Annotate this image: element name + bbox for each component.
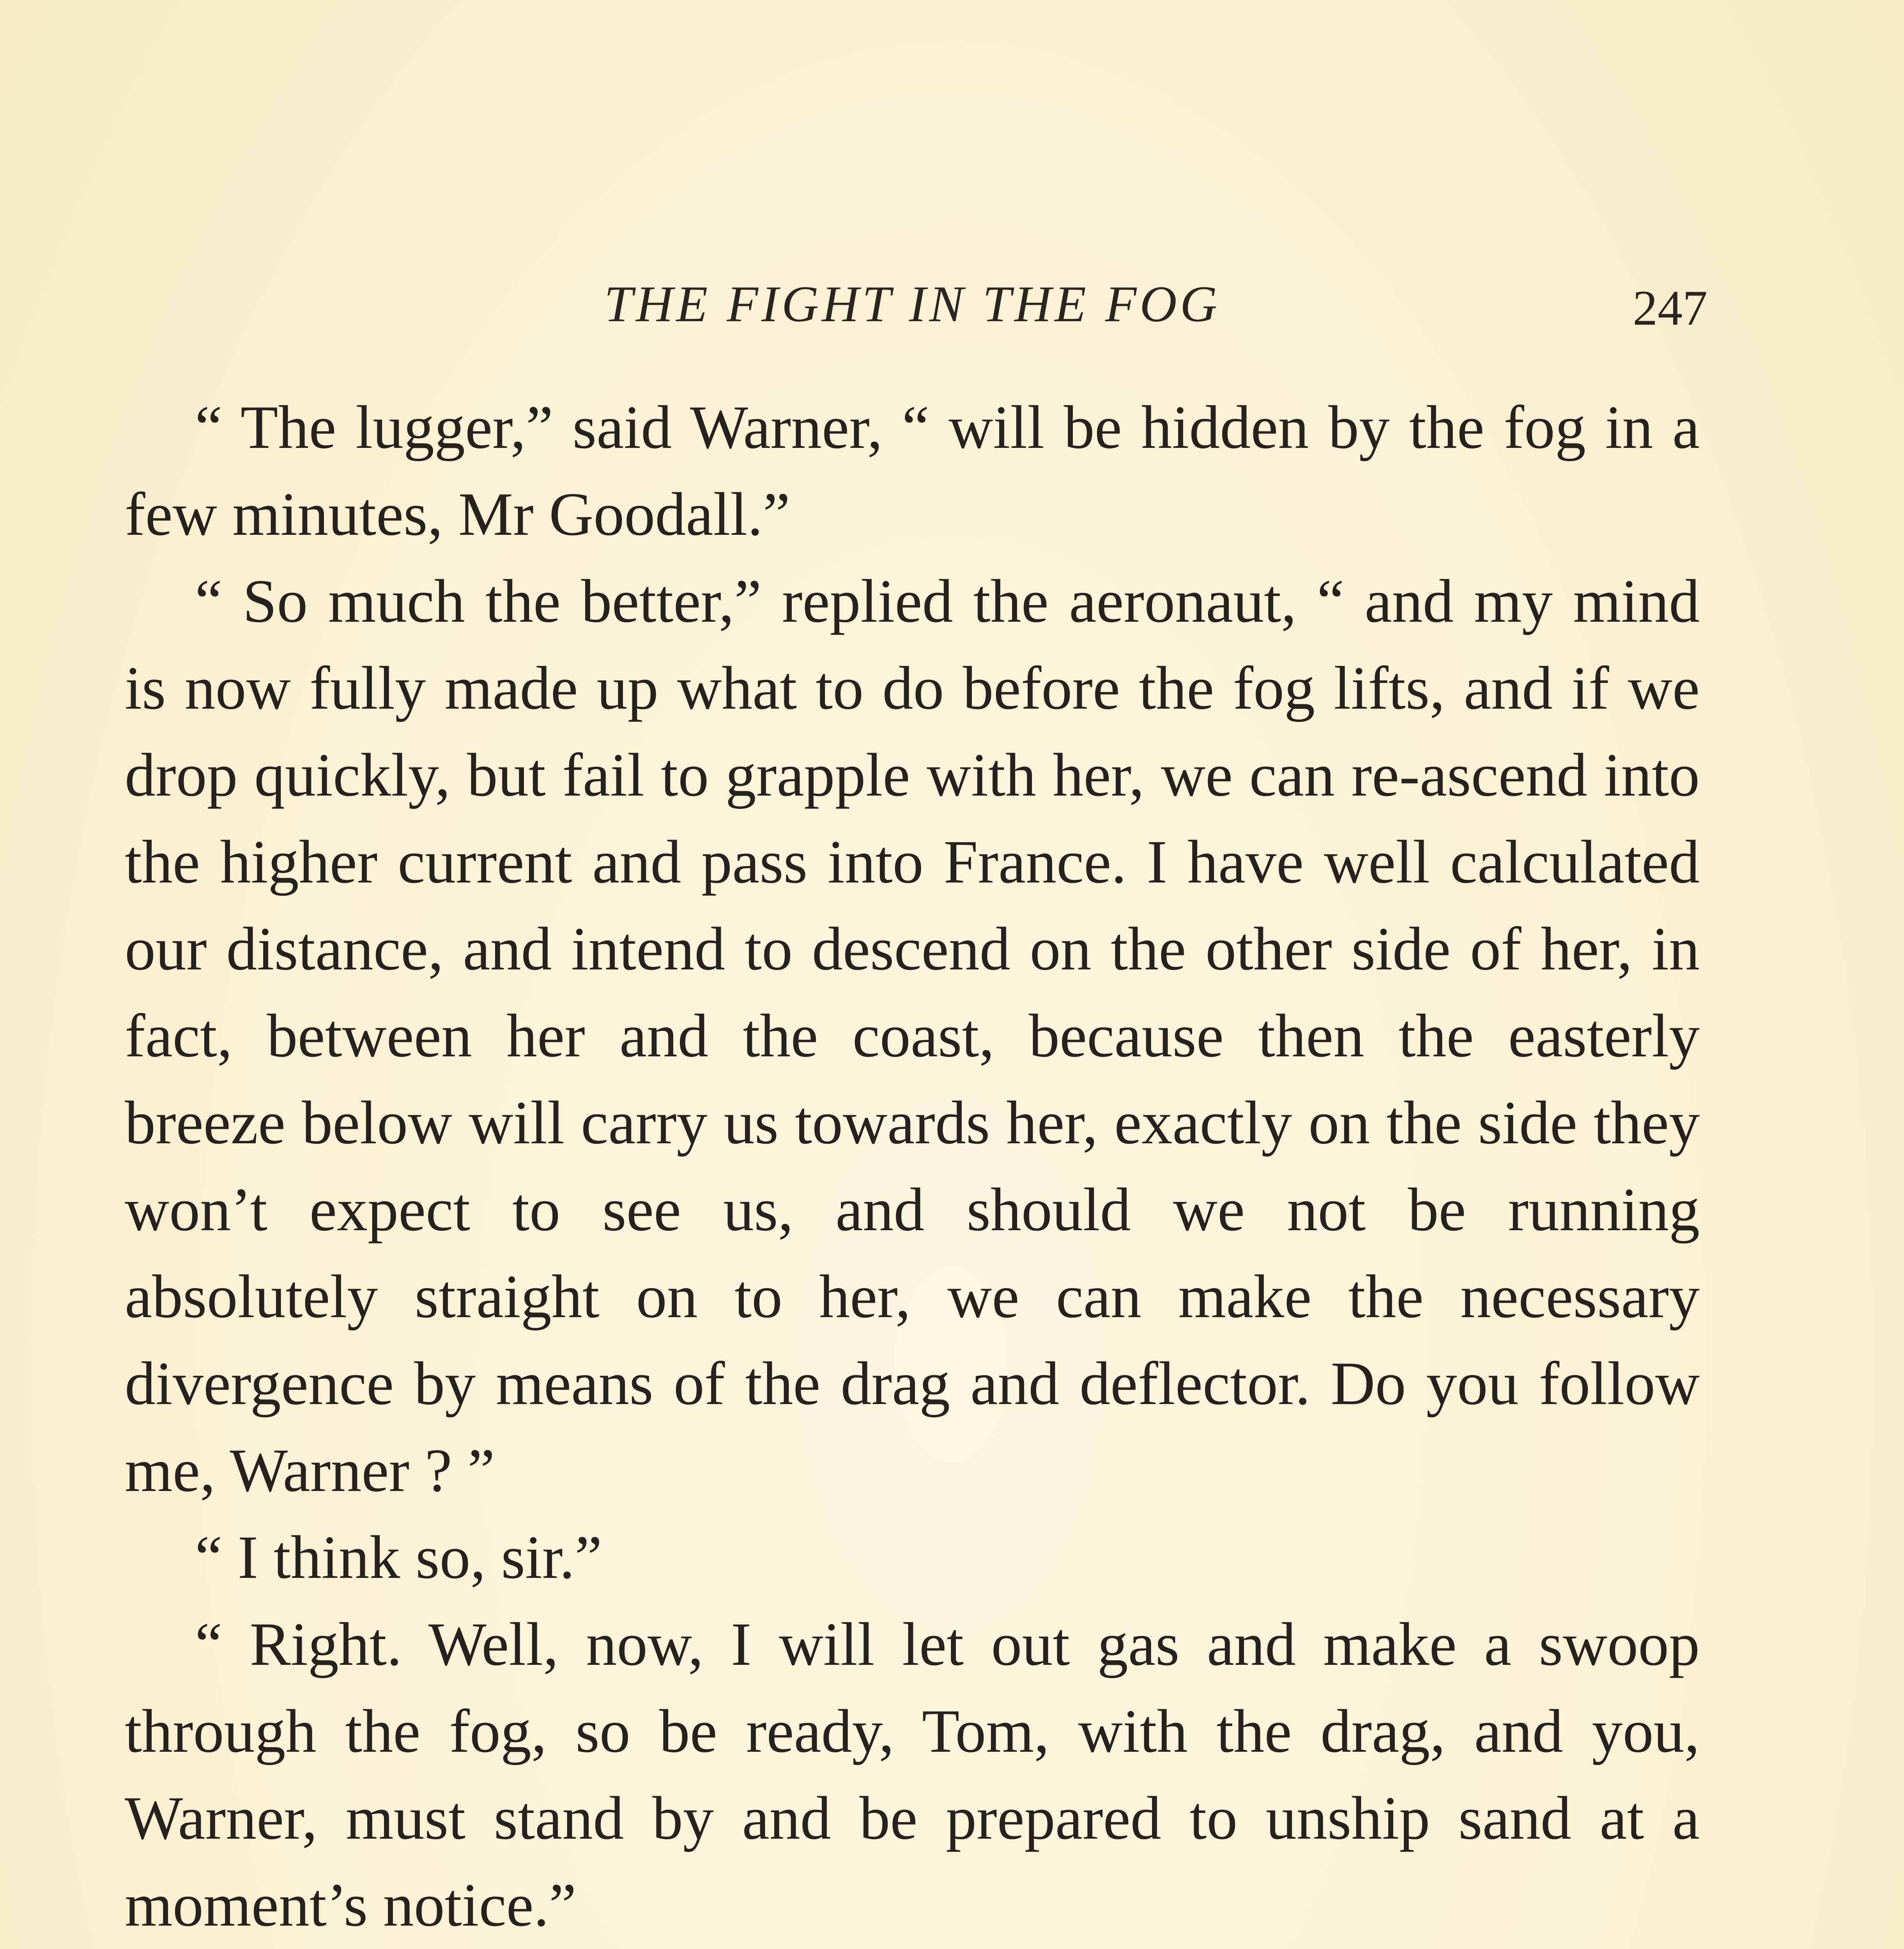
paragraph: “ I think so, sir.” [195,1523,602,1592]
page-number: 247 [1633,280,1708,336]
paragraph: “ The lugger,” said Warner, “ will be hidden by the fog in a few minutes, Mr Goodall.” [125,393,1700,548]
running-head [125,265,1708,343]
paragraph: “ So much the better,” replied the aeronaut, “ and my mind is now fully made up what to do before the fog lifts, and if we drop quickly, but fail to grapple with her, we can re-ascend into the higher current and pass into France. I have well calculated our distance, and intend to descend on the other side of her, in fact, between her and the coast, because then the easterly breeze below will carry us towards her, exactly on the side they won’t expect to see us, and should we not be running absolutely straight on to her, we can make the necessary divergence by means of the drag and deflector. Do you follow me, Warner ? ” [125,567,1700,1505]
running-title: THE FIGHT IN THE FOG [604,275,1221,332]
paragraph: “ Right. Well, now, I will let out gas and make a swoop through the fog, so be ready, Tom, with the drag, and you, Warner, must stand by and be prepared to unship sand at a moment’s notice.” [125,1610,1700,1939]
body-text [125,384,1700,1949]
